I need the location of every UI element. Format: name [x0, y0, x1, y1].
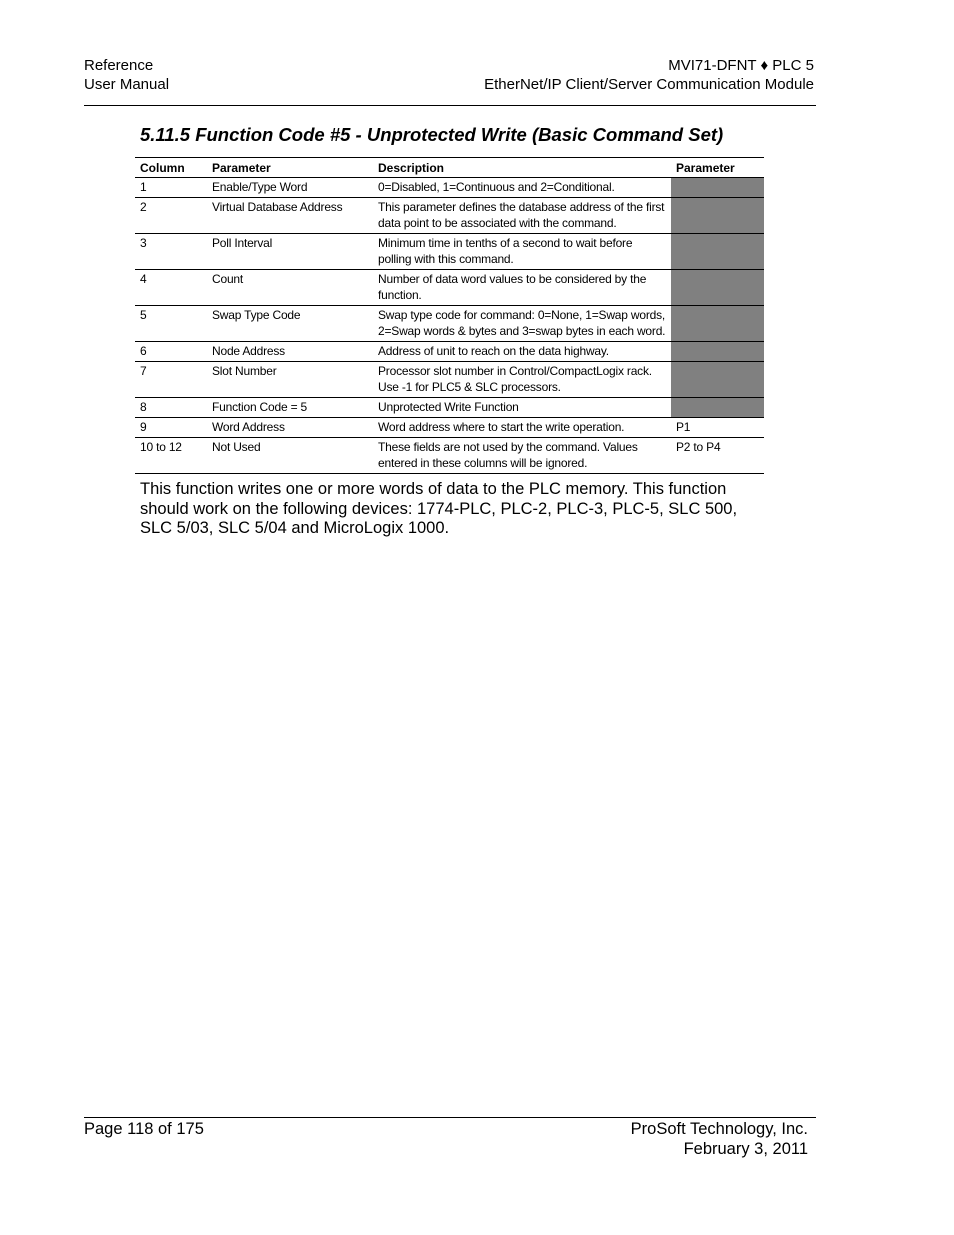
cell-param	[671, 178, 764, 198]
cell-param	[671, 306, 764, 342]
header-rule	[84, 105, 816, 106]
table-row	[135, 234, 764, 270]
cell-param	[671, 270, 764, 306]
cell-column: 7	[135, 362, 207, 398]
cell-parameter: Word Address	[207, 418, 373, 438]
cell-description: Swap type code for command: 0=None, 1=Swap words, 2=Swap words & bytes and 3=swap bytes in each word.	[373, 306, 671, 342]
table-row	[135, 398, 764, 418]
table-body	[135, 178, 764, 474]
cell-description: Unprotected Write Function	[373, 398, 671, 418]
table-row	[135, 270, 764, 306]
footer-rule	[84, 1117, 816, 1118]
table-header-row	[135, 158, 764, 178]
command-table	[135, 157, 764, 474]
header-right	[484, 56, 814, 94]
footer-page-number: Page 118 of 175	[84, 1120, 204, 1138]
cell-column: 5	[135, 306, 207, 342]
cell-description: 0=Disabled, 1=Continuous and 2=Conditional.	[373, 178, 671, 198]
col-header-parameter: Parameter	[207, 158, 373, 178]
cell-description: This parameter defines the database address of the first data point to be associated with the command.	[373, 198, 671, 234]
cell-description: Processor slot number in Control/CompactLogix rack. Use -1 for PLC5 & SLC processors.	[373, 362, 671, 398]
table-row	[135, 198, 764, 234]
cell-description: These fields are not used by the command. Values entered in these columns will be ignored.	[373, 438, 671, 474]
table-row	[135, 306, 764, 342]
cell-param	[671, 198, 764, 234]
cell-description: Number of data word values to be considered by the function.	[373, 270, 671, 306]
cell-param	[671, 362, 764, 398]
body-paragraph: This function writes one or more words of data to the PLC memory. This function should work on the following devices: 1774-PLC, PLC-2, PLC-3, PLC-5, SLC 500, SLC 5/03, SLC 5/04 and MicroLogix 1000.	[140, 480, 738, 537]
cell-parameter: Virtual Database Address	[207, 198, 373, 234]
cell-param	[671, 342, 764, 362]
footer-right	[631, 1119, 808, 1159]
cell-parameter: Poll Interval	[207, 234, 373, 270]
header-section: Reference	[84, 57, 154, 74]
table-row	[135, 438, 764, 474]
col-header-param: Parameter	[671, 158, 764, 178]
cell-description: Address of unit to reach on the data highway.	[373, 342, 671, 362]
cell-param	[671, 234, 764, 270]
cell-parameter: Enable/Type Word	[207, 178, 373, 198]
cell-column: 10 to 12	[135, 438, 207, 474]
cell-parameter: Swap Type Code	[207, 306, 373, 342]
footer-company: ProSoft Technology, Inc.	[630, 1120, 808, 1138]
cell-description: Word address where to start the write operation.	[373, 418, 671, 438]
header-doc-type: User Manual	[84, 76, 170, 93]
section-title: 5.11.5 Function Code #5 - Unprotected Write (Basic Command Set)	[140, 124, 724, 145]
cell-param	[671, 398, 764, 418]
cell-column: 8	[135, 398, 207, 418]
cell-column: 4	[135, 270, 207, 306]
table-row	[135, 342, 764, 362]
header-product: MVI71-DFNT ♦ PLC 5	[668, 57, 814, 74]
cell-column: 3	[135, 234, 207, 270]
cell-column: 6	[135, 342, 207, 362]
table-row	[135, 362, 764, 398]
header-module: EtherNet/IP Client/Server Communication Module	[484, 76, 814, 93]
footer-date: February 3, 2011	[683, 1140, 808, 1158]
cell-column: 9	[135, 418, 207, 438]
cell-parameter: Count	[207, 270, 373, 306]
cell-param: P2 to P4	[671, 438, 764, 474]
cell-parameter: Slot Number	[207, 362, 373, 398]
cell-description: Minimum time in tenths of a second to wait before polling with this command.	[373, 234, 671, 270]
table-row	[135, 178, 764, 198]
cell-param: P1	[671, 418, 764, 438]
cell-parameter: Not Used	[207, 438, 373, 474]
cell-parameter: Node Address	[207, 342, 373, 362]
table-row	[135, 418, 764, 438]
header-left	[84, 56, 169, 94]
col-header-column: Column	[135, 158, 207, 178]
cell-parameter: Function Code = 5	[207, 398, 373, 418]
cell-column: 1	[135, 178, 207, 198]
cell-column: 2	[135, 198, 207, 234]
col-header-description: Description	[373, 158, 671, 178]
